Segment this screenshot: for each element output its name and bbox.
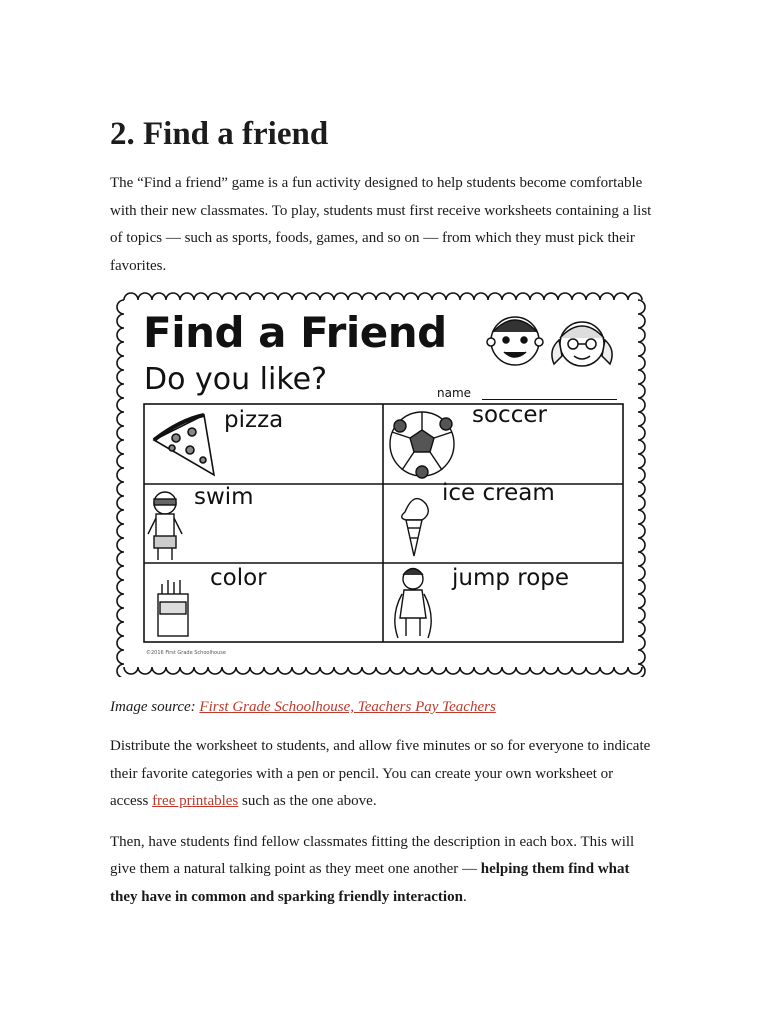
paragraph-distribute (110, 733, 655, 816)
worksheet-title: Find a Friend (143, 308, 447, 357)
worksheet-footer: ©2016 First Grade Schoolhouse (146, 650, 226, 656)
intro-paragraph: The “Find a friend” game is a fun activity designed to help students become comfortable with their new classmates. To play, students must first receive worksheets containing a list of topics — such as sports, foods, games, and so on — from which they must pick their favorites. (110, 175, 652, 274)
caption-prefix: Image source: (110, 699, 200, 715)
section-heading: 2. Find a friend (110, 116, 329, 152)
name-line (482, 399, 617, 400)
swimmer-kid-icon (148, 492, 182, 560)
ice-cream-icon (402, 499, 429, 556)
cell-ice-cream: ice cream (442, 480, 555, 506)
para3-bold-text: helping them find what they have in common and sparking friendly interaction (110, 861, 630, 905)
image-caption (110, 695, 655, 719)
para2-text-before: Distribute the worksheet to students, and allow five minutes or so for everyone to indicate their favorite categories with a pen or pencil. You can create your own worksheet or access (110, 738, 651, 809)
pizza-icon (154, 415, 214, 475)
cell-color: color (210, 565, 267, 591)
para3-text-after: . (462, 888, 467, 905)
boy-face-icon (487, 317, 543, 365)
girl-face-icon (552, 322, 612, 366)
cell-swim: swim (194, 484, 254, 510)
worksheet-image (110, 290, 652, 677)
cell-jump-rope: jump rope (452, 565, 570, 591)
worksheet-subtitle: Do you like? (144, 362, 328, 397)
para2-text-after: such as the one above. (238, 793, 377, 809)
free-printables-link[interactable]: free printables (152, 793, 239, 809)
para3-text-before: Then, have students find fellow classmates fitting the description in each box. This will give them a natural talking point as they meet one another — (110, 833, 635, 877)
image-source-link[interactable]: First Grade Schoolhouse, Teachers Pay Teachers (199, 699, 496, 715)
cell-soccer: soccer (472, 402, 547, 428)
cell-pizza: pizza (224, 407, 284, 433)
paragraph-find-classmates (110, 829, 655, 912)
name-label: name (437, 386, 472, 400)
article (110, 112, 655, 911)
crayon-box-icon (158, 580, 188, 636)
soccer-ball-icon (390, 412, 454, 478)
jump-rope-girl-icon (395, 569, 431, 639)
